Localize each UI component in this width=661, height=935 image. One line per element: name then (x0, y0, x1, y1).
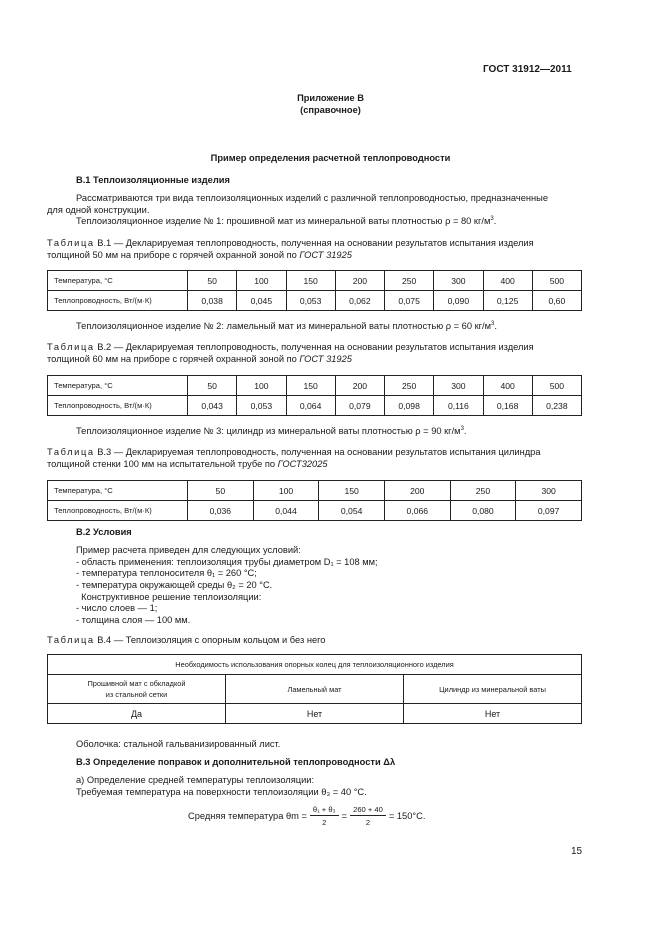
t3-caption-line1: Таблица В.3 — Декларируемая теплопроводность, полученная на основании результатов испытания цилиндра (47, 447, 541, 457)
section2-title: В.2 Условия (76, 527, 132, 537)
cond-line: - толщина слоя — 100 мм. (76, 615, 191, 625)
cube-sup: 3 (490, 216, 494, 222)
fraction-2: $\frac{260 + 40}{2}$ (350, 805, 386, 827)
cond-line: Конструктивное решение теплоизоляции: (76, 592, 262, 602)
product2-text: Теплоизоляционное изделие № 2: ламельный мат из минеральной ваты плотностью ρ = 60 кг/м (76, 321, 492, 332)
table-b4 (47, 654, 582, 724)
table-row (48, 675, 582, 704)
t3-ref: ГОСТ32025 (277, 459, 328, 469)
product1-line: Теплоизоляционное изделие № 1: прошивной мат из минеральной ваты плотностью ρ = 80 $кг/м^3$. (76, 216, 497, 227)
table-b2 (47, 375, 582, 416)
fraction-1: $\frac{\text{θ₁ + θ₃}}{2}$ (310, 805, 339, 827)
line-a: а) Определение средней температуры теплоизоляции: (76, 775, 315, 785)
t2-number: В.2 (97, 342, 112, 352)
t1-row2-label: Теплопроводность, Вт/(м·К) (48, 291, 188, 311)
t4-col2: Ламельный мат (226, 675, 404, 704)
cond-line: - область применения: теплоизоляция трубы диаметром D₁ = 108 мм; (76, 557, 378, 567)
t1-caption: — Декларируемая теплопроводность, полученная на основании результатов испытания изделия (113, 238, 534, 248)
appendix-subtitle: (справочное) (300, 105, 361, 115)
t4-header: Необходимость использования опорных колец для теплоизоляционного изделия (48, 655, 582, 675)
table-row: Температура, °С 50 100 150 200 250 300 400 500 (48, 271, 582, 291)
cond-line: - число слоев — 1; (76, 603, 158, 613)
t1-number: В.1 (97, 238, 112, 248)
t4-col3: Цилиндр из минеральной ваты (404, 675, 582, 704)
t2-ref: ГОСТ 31925 (299, 354, 352, 364)
t3-number: В.3 (97, 447, 112, 457)
product3-text: Теплоизоляционное изделие № 3: цилиндр из минеральной ваты плотностью ρ = 90 кг/м (76, 426, 461, 437)
shell-line: Оболочка: стальной гальванизированный лист. (76, 739, 281, 749)
cond-line: - температура теплоносителя θ₁ = 260 °С; (76, 568, 257, 578)
t1-caption-line1 (47, 238, 534, 248)
appendix-title: Приложение В (297, 93, 364, 103)
table-row (48, 655, 582, 675)
cond-line: Пример расчета приведен для следующих условий: (76, 545, 301, 555)
table-row: Температура, °С 50 100 150 200 250 300 (48, 481, 582, 501)
intro-line2: для одной конструкции. (47, 205, 150, 215)
product3-line: Теплоизоляционное изделие № 3: цилиндр из минеральной ваты плотностью ρ = 90 $кг/м^3$. (76, 426, 467, 437)
standard-header: ГОСТ 31912—2011 (483, 64, 572, 75)
product2-line: Теплоизоляционное изделие № 2: ламельный мат из минеральной ваты плотностью ρ = 60 $кг/м^3$. (76, 321, 497, 332)
table-word: Таблица (47, 238, 95, 248)
t1-ref: ГОСТ 31925 (299, 250, 352, 260)
table-b1 (47, 270, 582, 311)
page-number: 15 (571, 846, 583, 857)
line-b: Требуемая температура на поверхности теплоизоляции θ₃ = 40 °С. (76, 787, 367, 797)
formula-label: Средняя температура θm = (188, 811, 307, 821)
table-row: Теплопроводность, Вт/(м·К) 0,038 0,045 0,053 0,062 0,075 0,090 0,125 0,60 (48, 291, 582, 311)
t4-number: В.4 (97, 635, 112, 645)
mean-temp-formula: Средняя температура θm = $\frac{\text{θ₁ + θ₃}}{2}$ = $\frac{260 + 40}{2}$ = 150°С. (188, 805, 426, 827)
table-row: Теплопроводность, Вт/(м·К) 0,043 0,053 0,064 0,079 0,098 0,116 0,168 0,238 (48, 396, 582, 416)
table-row: Температура, °С 50 100 150 200 250 300 400 500 (48, 376, 582, 396)
product1-text: Теплоизоляционное изделие № 1: прошивной мат из минеральной ваты плотностью ρ = 80 кг/м (76, 216, 491, 227)
t4-col1: Прошивной мат с обкладкой из стальной сетки (48, 675, 226, 704)
formula-result: = 150°С. (388, 811, 426, 821)
section1-title: В.1 Теплоизоляционные изделия (76, 175, 230, 185)
t2-caption-line2: толщиной 60 мм на приборе с горячей охранной зоной по ГОСТ 31925 (47, 354, 352, 364)
t3-caption-line2: толщиной стенки 100 мм на испытательной трубе по ГОСТ32025 (47, 459, 328, 469)
main-title: Пример определения расчетной теплопроводности (210, 153, 451, 163)
intro-line1: Рассматриваются три вида теплоизоляционных изделий с различной теплопроводностью, предназначенные (76, 193, 548, 203)
cond-line: - температура окружающей среды θ₂ = 20 °С. (76, 580, 273, 590)
table-b3 (47, 480, 582, 521)
table-row: Да Нет Нет (48, 704, 582, 724)
t1-row1-label: Температура, °С (48, 271, 188, 291)
t4-caption: Таблица В.4 — Теплоизоляция с опорным кольцом и без него (47, 635, 326, 645)
table-row: Теплопроводность, Вт/(м·К) 0,036 0,044 0,054 0,066 0,080 0,097 (48, 501, 582, 521)
t2-caption-line1: Таблица В.2 — Декларируемая теплопроводность, полученная на основании результатов испытания изделия (47, 342, 534, 352)
t1-caption-line2: толщиной 50 мм на приборе с горячей охранной зоной по ГОСТ 31925 (47, 250, 352, 260)
section3-title: В.3 Определение поправок и дополнительной теплопроводности Δλ (76, 757, 396, 767)
